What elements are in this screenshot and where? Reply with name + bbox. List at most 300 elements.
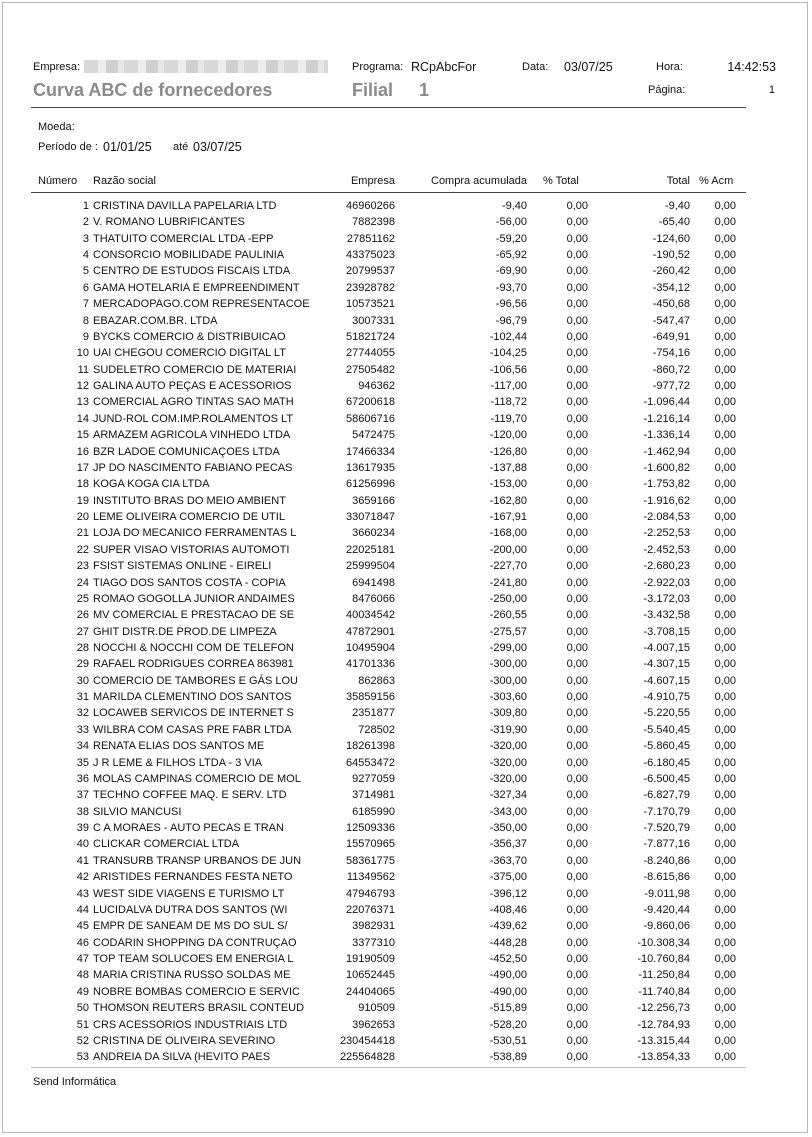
cell-pct-total: 0,00 — [566, 772, 588, 785]
cell-pct-acm: 0,00 — [714, 641, 736, 654]
cell-razao-social: CENTRO DE ESTUDOS FISCAIS LTDA — [93, 265, 291, 278]
cell-pct-acm: 0,00 — [714, 511, 736, 524]
cell-pct-total: 0,00 — [566, 200, 588, 212]
cell-numero: 15 — [76, 429, 89, 442]
cell-pct-total: 0,00 — [566, 232, 588, 245]
cell-compra: -275,57 — [489, 625, 527, 638]
table-row — [0, 871, 812, 887]
cell-compra: -106,56 — [489, 363, 527, 376]
table-row — [0, 724, 812, 740]
cell-compra: -490,00 — [489, 985, 527, 998]
cell-razao-social: SUDELETRO COMERCIO DE MATERIAI — [93, 363, 297, 376]
hora-label: Hora: — [656, 61, 683, 73]
cell-total: -754,16 — [652, 347, 690, 360]
cell-pct-acm: 0,00 — [714, 871, 736, 884]
cell-compra: -200,00 — [489, 543, 527, 556]
cell-numero: 39 — [76, 822, 89, 835]
table-row — [0, 822, 812, 838]
cell-pct-acm: 0,00 — [714, 592, 736, 605]
cell-numero: 28 — [76, 641, 89, 654]
cell-numero: 6 — [82, 281, 89, 294]
cell-razao-social: SILVIO MANCUSI — [93, 805, 182, 818]
cell-compra: -300,00 — [489, 674, 527, 687]
cell-razao-social: INSTITUTO BRAS DO MEIO AMBIENT — [93, 494, 286, 507]
cell-empresa: 3659166 — [352, 494, 395, 507]
cell-razao-social: GALINA AUTO PEÇAS E ACESSORIOS — [93, 380, 292, 393]
cell-pct-acm: 0,00 — [714, 920, 736, 933]
cell-pct-acm: 0,00 — [714, 723, 736, 736]
table-row — [0, 577, 812, 593]
cell-empresa: 22076371 — [346, 903, 395, 916]
table-row — [0, 969, 812, 985]
cell-empresa: 862863 — [358, 674, 395, 687]
cell-compra: -96,56 — [495, 298, 527, 311]
cell-pct-total: 0,00 — [566, 953, 588, 966]
table-row — [0, 691, 812, 707]
cell-numero: 48 — [76, 969, 89, 982]
cell-pct-total: 0,00 — [566, 429, 588, 442]
cell-numero: 27 — [76, 625, 89, 638]
cell-razao-social: CONSORCIO MOBILIDADE PAULINIA — [93, 249, 285, 262]
cell-empresa: 58361775 — [346, 854, 395, 867]
cell-pct-total: 0,00 — [566, 625, 588, 638]
cell-pct-total: 0,00 — [566, 543, 588, 556]
cell-pct-total: 0,00 — [566, 1002, 588, 1015]
cell-pct-total: 0,00 — [566, 396, 588, 409]
cell-total: -6.500,45 — [643, 772, 690, 785]
cell-empresa: 17466334 — [346, 445, 395, 458]
cell-total: -2.452,53 — [643, 543, 690, 556]
cell-compra: -303,60 — [489, 691, 527, 704]
cell-total: -7.520,79 — [643, 822, 690, 835]
col-pct-acm: % Acm — [699, 175, 734, 187]
cell-razao-social: CODARIN SHOPPING DA CONTRUÇAO — [93, 936, 297, 949]
periodo-from: 01/01/25 — [103, 140, 152, 154]
table-row — [0, 855, 812, 871]
table-row — [0, 282, 812, 298]
cell-pct-total: 0,00 — [566, 576, 588, 589]
cell-numero: 53 — [76, 1051, 89, 1064]
cell-pct-acm: 0,00 — [714, 330, 736, 343]
cell-pct-acm: 0,00 — [714, 412, 736, 425]
cell-compra: -396,12 — [489, 887, 527, 900]
cell-compra: -530,51 — [489, 1034, 527, 1047]
table-row — [0, 380, 812, 396]
cell-empresa: 24404065 — [346, 985, 395, 998]
cell-total: -12.784,93 — [637, 1018, 690, 1031]
cell-compra: -452,50 — [489, 953, 527, 966]
table-row — [0, 233, 812, 249]
cell-pct-total: 0,00 — [566, 969, 588, 982]
cell-compra: -408,46 — [489, 903, 527, 916]
cell-compra: -300,00 — [489, 658, 527, 671]
cell-total: -9.420,44 — [643, 903, 690, 916]
cell-razao-social: BZR LADOE COMUNICAÇOES LTDA — [93, 445, 280, 458]
column-header-row — [0, 175, 812, 191]
cell-numero: 23 — [76, 560, 89, 573]
cell-empresa: 27505482 — [346, 363, 395, 376]
cell-empresa: 20799537 — [346, 265, 395, 278]
cell-compra: -515,89 — [489, 1002, 527, 1015]
cell-numero: 2 — [82, 216, 89, 229]
cell-pct-acm: 0,00 — [714, 903, 736, 916]
cell-razao-social: GAMA HOTELARIA E EMPREENDIMENT — [93, 281, 300, 294]
cell-empresa: 3962653 — [352, 1018, 395, 1031]
cell-razao-social: JP DO NASCIMENTO FABIANO PECAS — [93, 461, 293, 474]
cell-pct-acm: 0,00 — [714, 527, 736, 540]
cell-numero: 21 — [76, 527, 89, 540]
table-row — [0, 658, 812, 674]
cell-pct-total: 0,00 — [566, 216, 588, 229]
table-row — [0, 593, 812, 609]
cell-numero: 5 — [82, 265, 89, 278]
cell-razao-social: MV COMERCIAL E PRESTACAO DE SE — [93, 609, 295, 622]
cell-pct-acm: 0,00 — [714, 576, 736, 589]
cell-empresa: 3007331 — [352, 314, 395, 327]
cell-pct-total: 0,00 — [566, 740, 588, 753]
cell-pct-acm: 0,00 — [714, 969, 736, 982]
cell-total: -1.916,62 — [643, 494, 690, 507]
table-row — [0, 396, 812, 412]
cell-total: -6.180,45 — [643, 756, 690, 769]
col-compra-acumulada: Compra acumulada — [431, 175, 527, 187]
cell-compra: -538,89 — [489, 1051, 527, 1064]
cell-pct-acm: 0,00 — [714, 445, 736, 458]
cell-pct-acm: 0,00 — [714, 298, 736, 311]
cell-numero: 43 — [76, 887, 89, 900]
cell-numero: 18 — [76, 478, 89, 491]
cell-pct-acm: 0,00 — [714, 396, 736, 409]
cell-empresa: 61256996 — [346, 478, 395, 491]
cell-pct-total: 0,00 — [566, 363, 588, 376]
cell-numero: 31 — [76, 691, 89, 704]
cell-total: -8.615,86 — [643, 871, 690, 884]
col-pct-total: % Total — [543, 175, 579, 187]
footer-text: Send Informática — [33, 1076, 117, 1088]
filial-value: 1 — [419, 80, 430, 100]
table-row — [0, 986, 812, 1002]
cell-pct-acm: 0,00 — [714, 887, 736, 900]
cell-total: -190,52 — [652, 249, 690, 262]
table-row — [0, 413, 812, 429]
cell-numero: 36 — [76, 772, 89, 785]
cell-numero: 35 — [76, 756, 89, 769]
table-row — [0, 347, 812, 363]
cell-pct-acm: 0,00 — [714, 953, 736, 966]
cell-pct-acm: 0,00 — [714, 1051, 736, 1064]
cell-total: -1.462,94 — [643, 445, 690, 458]
cell-razao-social: LEME OLIVEIRA COMERCIO DE UTIL — [93, 511, 285, 524]
cell-pct-acm: 0,00 — [714, 314, 736, 327]
cell-razao-social: JUND-ROL COM.IMP.ROLAMENTOS LT — [93, 412, 294, 425]
cell-empresa: 67200618 — [346, 396, 395, 409]
cell-empresa: 3377310 — [352, 936, 395, 949]
periodo-label: Período de : — [38, 141, 98, 153]
cell-total: -3.708,15 — [643, 625, 690, 638]
cell-pct-acm: 0,00 — [714, 478, 736, 491]
cell-total: -977,72 — [652, 380, 690, 393]
cell-pct-acm: 0,00 — [714, 707, 736, 720]
cell-pct-acm: 0,00 — [714, 1018, 736, 1031]
cell-pct-acm: 0,00 — [714, 461, 736, 474]
cell-empresa: 18261398 — [346, 740, 395, 753]
cell-total: -2.252,53 — [643, 527, 690, 540]
table-row — [0, 495, 812, 511]
cell-empresa: 5472475 — [352, 429, 395, 442]
cell-pct-acm: 0,00 — [714, 1002, 736, 1015]
cell-pct-acm: 0,00 — [714, 380, 736, 393]
cell-compra: -227,70 — [489, 560, 527, 573]
table-row — [0, 446, 812, 462]
cell-total: -2.922,03 — [643, 576, 690, 589]
cell-compra: -9,40 — [501, 200, 527, 212]
cell-pct-acm: 0,00 — [714, 1034, 736, 1047]
cell-pct-acm: 0,00 — [714, 985, 736, 998]
cell-pct-total: 0,00 — [566, 609, 588, 622]
cell-total: -860,72 — [652, 363, 690, 376]
cell-pct-acm: 0,00 — [714, 772, 736, 785]
cell-numero: 14 — [76, 412, 89, 425]
cell-pct-acm: 0,00 — [714, 200, 736, 212]
data-value: 03/07/25 — [564, 60, 613, 74]
redacted-company-name — [84, 60, 328, 73]
cell-pct-acm: 0,00 — [714, 609, 736, 622]
cell-empresa: 15570965 — [346, 838, 395, 851]
cell-compra: -59,20 — [495, 232, 527, 245]
cell-empresa: 3714981 — [352, 789, 395, 802]
cell-pct-total: 0,00 — [566, 838, 588, 851]
cell-pct-total: 0,00 — [566, 461, 588, 474]
cell-numero: 38 — [76, 805, 89, 818]
cell-compra: -528,20 — [489, 1018, 527, 1031]
cell-numero: 19 — [76, 494, 89, 507]
cell-total: -5.860,45 — [643, 740, 690, 753]
cell-empresa: 41701336 — [346, 658, 395, 671]
cell-numero: 45 — [76, 920, 89, 933]
table-row — [0, 249, 812, 265]
cell-pct-total: 0,00 — [566, 920, 588, 933]
cell-empresa: 43375023 — [346, 249, 395, 262]
cell-compra: -162,80 — [489, 494, 527, 507]
cell-razao-social: ROMAO GOGOLLA JUNIOR ANDAIMES — [93, 592, 295, 605]
cell-razao-social: EMPR DE SANEAM DE MS DO SUL S/ — [93, 920, 288, 933]
cell-pct-total: 0,00 — [566, 494, 588, 507]
cell-razao-social: NOBRE BOMBAS COMERCIO E SERVIC — [93, 985, 301, 998]
table-row — [0, 888, 812, 904]
col-razao-social: Razão social — [93, 175, 156, 187]
cell-empresa: 11349562 — [346, 871, 395, 884]
cell-compra: -96,79 — [495, 314, 527, 327]
table-row — [0, 707, 812, 723]
cell-pct-total: 0,00 — [566, 871, 588, 884]
cell-total: -8.240,86 — [643, 854, 690, 867]
cell-pct-total: 0,00 — [566, 674, 588, 687]
cell-compra: -375,00 — [489, 871, 527, 884]
cell-empresa: 2351877 — [352, 707, 395, 720]
cell-total: -1.216,14 — [643, 412, 690, 425]
cell-razao-social: LUCIDALVA DUTRA DOS SANTOS (WI — [93, 903, 288, 916]
cell-razao-social: ANDREIA DA SILVA (HEVITO PAES — [93, 1051, 271, 1064]
cell-numero: 51 — [76, 1018, 89, 1031]
cell-compra: -490,00 — [489, 969, 527, 982]
cell-total: -9.860,06 — [643, 920, 690, 933]
cell-total: -5.220,55 — [643, 707, 690, 720]
footer-divider — [31, 1067, 746, 1068]
header-divider — [31, 107, 746, 108]
cell-pct-total: 0,00 — [566, 641, 588, 654]
col-numero: Número — [38, 175, 78, 187]
cell-razao-social: MERCADOPAGO.COM REPRESENTACOE — [93, 298, 310, 311]
cell-empresa: 19190509 — [346, 953, 395, 966]
cell-numero: 25 — [76, 592, 89, 605]
cell-razao-social: TRANSURB TRANSP URBANOS DE JUN — [93, 854, 302, 867]
cell-total: -13.854,33 — [637, 1051, 690, 1064]
cell-pct-acm: 0,00 — [714, 281, 736, 294]
table-row — [0, 1035, 812, 1051]
cell-pct-total: 0,00 — [566, 903, 588, 916]
cell-pct-total: 0,00 — [566, 412, 588, 425]
cell-pct-total: 0,00 — [566, 658, 588, 671]
cell-total: -547,47 — [652, 314, 690, 327]
cell-numero: 20 — [76, 511, 89, 524]
cell-razao-social: V. ROMANO LUBRIFICANTES — [93, 216, 245, 229]
cell-total: -260,42 — [652, 265, 690, 278]
cell-compra: -250,00 — [489, 592, 527, 605]
cell-pct-acm: 0,00 — [714, 265, 736, 278]
cell-empresa: 25999504 — [346, 560, 395, 573]
hora-value: 14:42:53 — [727, 60, 776, 74]
cell-pct-acm: 0,00 — [714, 543, 736, 556]
cell-compra: -119,70 — [490, 412, 527, 425]
pagina-label: Página: — [648, 84, 686, 96]
cell-pct-acm: 0,00 — [714, 789, 736, 802]
column-header-divider — [31, 192, 746, 193]
cell-total: -4.607,15 — [643, 674, 690, 687]
cell-empresa: 40034542 — [346, 609, 395, 622]
cell-razao-social: TECHNO COFFEE MAQ. E SERV. LTD — [93, 789, 287, 802]
cell-pct-total: 0,00 — [566, 511, 588, 524]
cell-compra: -439,62 — [489, 920, 527, 933]
cell-pct-total: 0,00 — [566, 560, 588, 573]
cell-numero: 46 — [76, 936, 89, 949]
cell-compra: -69,90 — [495, 265, 527, 278]
cell-pct-acm: 0,00 — [714, 494, 736, 507]
cell-compra: -65,92 — [495, 249, 527, 262]
cell-pct-acm: 0,00 — [714, 363, 736, 376]
cell-total: -3.172,03 — [643, 592, 690, 605]
cell-pct-acm: 0,00 — [714, 936, 736, 949]
cell-total: -7.877,16 — [643, 838, 690, 851]
cell-empresa: 6185990 — [352, 805, 395, 818]
table-row — [0, 331, 812, 347]
table-row — [0, 315, 812, 331]
cell-numero: 10 — [76, 347, 89, 360]
cell-numero: 9 — [82, 330, 89, 343]
cell-pct-acm: 0,00 — [714, 429, 736, 442]
cell-pct-total: 0,00 — [566, 527, 588, 540]
table-row — [0, 740, 812, 756]
moeda-label: Moeda: — [38, 121, 75, 133]
cell-pct-acm: 0,00 — [714, 232, 736, 245]
cell-razao-social: LOCAWEB SERVICOS DE INTERNET S — [93, 707, 294, 720]
cell-razao-social: LOJA DO MECANICO FERRAMENTAS L — [93, 527, 297, 540]
cell-compra: -137,88 — [489, 461, 527, 474]
ate-label: até — [173, 141, 189, 153]
table-row — [0, 675, 812, 691]
table-row — [0, 838, 812, 854]
cell-empresa: 10573521 — [346, 298, 395, 311]
cell-empresa: 64553472 — [346, 756, 395, 769]
cell-compra: -309,80 — [489, 707, 527, 720]
cell-pct-total: 0,00 — [566, 592, 588, 605]
cell-razao-social: WILBRA COM CASAS PRE FABR LTDA — [93, 723, 292, 736]
cell-razao-social: GHIT DISTR.DE PROD.DE LIMPEZA — [93, 625, 277, 638]
table-row — [0, 1002, 812, 1018]
cell-compra: -241,80 — [489, 576, 527, 589]
table-row — [0, 1019, 812, 1035]
cell-numero: 41 — [76, 854, 89, 867]
table-row — [0, 609, 812, 625]
table-row — [0, 200, 812, 216]
cell-razao-social: COMERCIAL AGRO TINTAS SAO MATH — [93, 396, 294, 409]
cell-pct-total: 0,00 — [566, 347, 588, 360]
cell-pct-total: 0,00 — [566, 380, 588, 393]
cell-compra: -299,00 — [489, 641, 527, 654]
cell-empresa: 23928782 — [346, 281, 395, 294]
cell-compra: -118,72 — [490, 396, 527, 409]
cell-total: -2.680,23 — [643, 560, 690, 573]
cell-razao-social: TIAGO DOS SANTOS COSTA - COPIA — [93, 576, 286, 589]
table-row — [0, 265, 812, 281]
cell-pct-total: 0,00 — [566, 298, 588, 311]
cell-pct-total: 0,00 — [566, 822, 588, 835]
cell-empresa: 6941498 — [352, 576, 395, 589]
cell-compra: -104,25 — [489, 347, 527, 360]
table-row — [0, 1051, 812, 1067]
cell-empresa: 27744055 — [346, 347, 395, 360]
cell-razao-social: RENATA ELIAS DOS SANTOS ME — [93, 740, 265, 753]
cell-empresa: 46960266 — [346, 200, 395, 212]
cell-pct-acm: 0,00 — [714, 347, 736, 360]
cell-razao-social: EBAZAR.COM.BR. LTDA — [93, 314, 218, 327]
cell-total: -13.315,44 — [637, 1034, 690, 1047]
cell-numero: 22 — [76, 543, 89, 556]
cell-razao-social: SUPER VISAO VISTORIAS AUTOMOTI — [93, 543, 290, 556]
table-row — [0, 298, 812, 314]
cell-empresa: 9277059 — [352, 772, 395, 785]
cell-razao-social: MARIA CRISTINA RUSSO SOLDAS ME — [93, 969, 291, 982]
cell-pct-total: 0,00 — [566, 265, 588, 278]
cell-total: -1.753,82 — [643, 478, 690, 491]
cell-total: -12.256,73 — [637, 1002, 690, 1015]
cell-pct-total: 0,00 — [566, 936, 588, 949]
cell-compra: -320,00 — [489, 772, 527, 785]
cell-pct-total: 0,00 — [566, 1018, 588, 1031]
table-row — [0, 429, 812, 445]
cell-razao-social: CRS ACESSORIOS INDUSTRIAIS LTD — [93, 1018, 288, 1031]
cell-numero: 26 — [76, 609, 89, 622]
cell-total: -9,40 — [664, 200, 690, 212]
cell-empresa: 51821724 — [346, 330, 395, 343]
cell-numero: 17 — [76, 461, 89, 474]
cell-numero: 29 — [76, 658, 89, 671]
table-row — [0, 462, 812, 478]
cell-numero: 34 — [76, 740, 89, 753]
cell-numero: 3 — [82, 232, 89, 245]
cell-total: -1.336,14 — [643, 429, 690, 442]
cell-compra: -343,00 — [489, 805, 527, 818]
periodo-to: 03/07/25 — [193, 140, 242, 154]
